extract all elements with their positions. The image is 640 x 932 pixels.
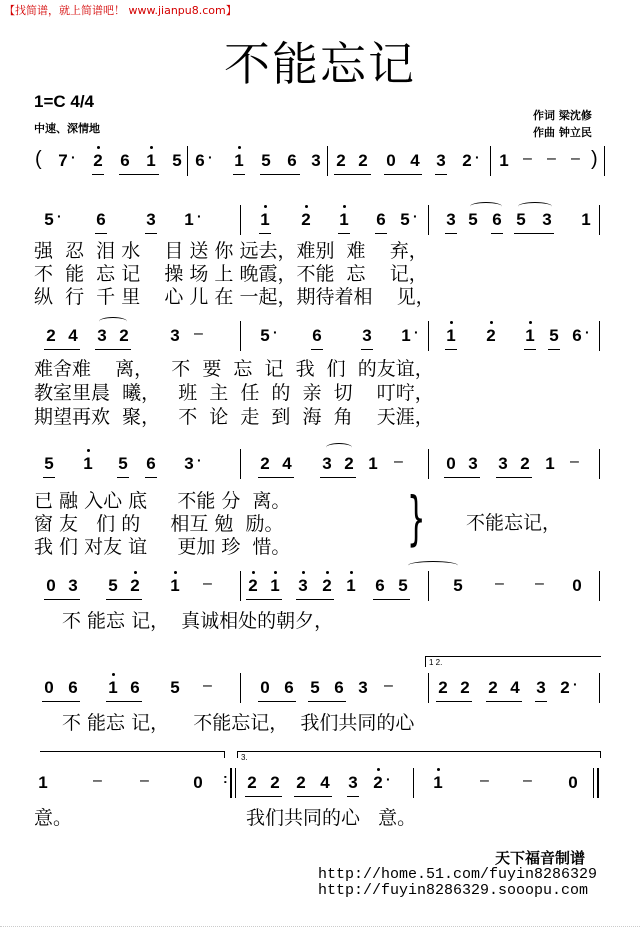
lyrics-verse-3: 纵 行 千 里 心 儿 在 一起，期待着相 见， xyxy=(34,286,435,308)
lyrics-verse-3: 我 们 对友 谊 更加 珍 惜。 xyxy=(34,536,291,558)
note: 3 xyxy=(542,210,552,229)
barline xyxy=(428,449,429,479)
note: 2 xyxy=(91,150,105,172)
note: 3 xyxy=(296,575,310,597)
note: 2 xyxy=(462,151,472,170)
barline xyxy=(240,449,241,479)
note: 2 xyxy=(460,678,470,697)
note: 0 xyxy=(193,773,203,792)
note: 1 xyxy=(499,151,509,170)
aug-dot: · xyxy=(71,149,76,165)
beam-underline xyxy=(106,599,142,600)
barline xyxy=(240,205,241,235)
note: 1 xyxy=(444,325,458,347)
final-barline xyxy=(593,768,594,798)
barline xyxy=(599,673,600,703)
note: 2 xyxy=(246,575,260,597)
note: 5 xyxy=(516,210,526,229)
note: 1 xyxy=(337,209,351,231)
barline xyxy=(604,146,605,176)
note: 6 xyxy=(94,209,108,231)
barline xyxy=(428,321,429,351)
note: 5 xyxy=(261,151,271,170)
barline xyxy=(428,571,429,601)
beam-underline xyxy=(260,174,300,175)
beam-underline xyxy=(44,349,80,350)
note: 6 xyxy=(195,151,205,170)
note: 1 xyxy=(344,575,358,597)
barline xyxy=(240,321,241,351)
note: 3 xyxy=(498,454,508,473)
note: 5 xyxy=(170,678,180,697)
beam-underline xyxy=(106,701,142,702)
note: 3 xyxy=(444,209,458,231)
volta-label: 3. xyxy=(241,753,248,762)
dash: – xyxy=(203,677,212,694)
barline xyxy=(428,205,429,235)
dash: – xyxy=(571,150,580,167)
note: 0 xyxy=(568,773,578,792)
note: 6 xyxy=(68,678,78,697)
score-line-7 xyxy=(0,772,640,802)
slur xyxy=(326,443,352,452)
repeat-barline xyxy=(230,768,232,798)
note: 2 xyxy=(46,326,56,345)
beam-underline xyxy=(514,233,554,234)
lyrics-line-7a: 意。 xyxy=(34,807,73,829)
note: 3 xyxy=(184,454,194,473)
note: 3 xyxy=(358,678,368,697)
volta-bracket-1-2 xyxy=(425,656,601,667)
note: 6 xyxy=(287,151,297,170)
tie xyxy=(408,561,458,570)
beam-underline xyxy=(384,174,422,175)
barline xyxy=(599,321,600,351)
dash: – xyxy=(547,150,556,167)
barline xyxy=(428,673,429,703)
barline xyxy=(240,673,241,703)
volta-bracket-3 xyxy=(237,751,601,762)
aug-dot: · xyxy=(413,208,418,224)
note: 1 xyxy=(81,453,95,475)
aug-dot: · xyxy=(273,324,278,340)
beam-underline xyxy=(436,701,472,702)
aug-dot: · xyxy=(386,771,391,787)
note: 2 xyxy=(320,575,334,597)
note: 1 xyxy=(106,677,120,699)
note: 2 xyxy=(119,326,129,345)
lyrics-line-6: 不 能忘 记， 不能忘记， 我们共同的心 xyxy=(62,712,415,734)
lyrics-verse-1: 已 融 入心 底 不能 分 离。 xyxy=(34,490,291,512)
note: 0 xyxy=(46,576,56,595)
beam-underline xyxy=(486,701,522,702)
note: 3 xyxy=(144,209,158,231)
dash: – xyxy=(194,325,203,342)
note: 3 xyxy=(346,772,360,794)
note: 4 xyxy=(282,454,292,473)
note: 6 xyxy=(310,325,324,347)
dash: – xyxy=(570,453,579,470)
note: 2 xyxy=(438,678,448,697)
tempo-marking: 中速、深情地 xyxy=(34,122,100,135)
score-line-3 xyxy=(0,325,640,355)
barline xyxy=(599,205,600,235)
note: 2 xyxy=(260,454,270,473)
note: 2 xyxy=(488,678,498,697)
lyrics-verse-3: 期望再欢 聚， 不 论 走 到 海 角 天涯， xyxy=(34,406,434,428)
slur xyxy=(99,317,127,326)
repeat-sign: : xyxy=(223,770,228,786)
score-line-5 xyxy=(0,575,640,605)
score-line-4 xyxy=(0,453,640,483)
note: 5 xyxy=(172,151,182,170)
refrain-lyric: 不能忘记， xyxy=(466,512,562,534)
repeat-barline xyxy=(235,768,236,798)
note: 6 xyxy=(284,678,294,697)
lyricist-credit: 作词 梁沈修 xyxy=(533,109,592,122)
note: 3 xyxy=(360,325,374,347)
note: 2 xyxy=(560,678,570,697)
note: 5 xyxy=(108,576,118,595)
beam-underline xyxy=(496,477,532,478)
note: 2 xyxy=(299,209,313,231)
verse-brace: } xyxy=(407,484,426,552)
dash: – xyxy=(495,575,504,592)
barline xyxy=(599,449,600,479)
note: 6 xyxy=(490,209,504,231)
note: 2 xyxy=(247,773,257,792)
lyrics-verse-1: 难舍难 离， 不 要 忘 记 我 们 的友谊， xyxy=(34,358,434,380)
note: 6 xyxy=(374,209,388,231)
note: 3 xyxy=(97,326,107,345)
beam-underline xyxy=(245,796,282,797)
lyrics-line-5: 不 能忘 记， 真诚相处的朝夕， xyxy=(62,610,334,632)
note: 3 xyxy=(68,576,78,595)
aug-dot: · xyxy=(585,324,590,340)
lyrics-verse-1: 强 忍 泪 水 目 送 你 远去，难别 难 弃， xyxy=(34,240,428,262)
note: 2 xyxy=(484,325,498,347)
aug-dot: · xyxy=(573,676,578,692)
footer-url-1[interactable]: http://home.51.com/fuyin8286329 xyxy=(318,866,598,883)
beam-underline xyxy=(320,477,356,478)
lyrics-line-7b: 我们共同的心 意。 xyxy=(246,807,417,829)
note: 1 xyxy=(144,150,158,172)
dash: – xyxy=(384,677,393,694)
note: 5 xyxy=(260,326,270,345)
note: 3 xyxy=(434,150,448,172)
beam-underline xyxy=(258,701,296,702)
beam-underline xyxy=(444,477,480,478)
note: 6 xyxy=(120,151,130,170)
dash: – xyxy=(140,772,149,789)
aug-dot: · xyxy=(57,208,62,224)
note: 0 xyxy=(44,678,54,697)
beam-underline xyxy=(119,174,159,175)
note: 5 xyxy=(468,210,478,229)
note: 6 xyxy=(130,678,140,697)
beam-underline xyxy=(258,477,294,478)
beam-underline xyxy=(373,599,410,600)
slur xyxy=(518,202,552,211)
aug-dot: · xyxy=(197,208,202,224)
score-line-1 xyxy=(0,150,640,180)
lyrics-verse-2: 不 能 忘 记 操 场 上 晚霞，不能 忘 记， xyxy=(34,263,428,285)
beam-underline xyxy=(95,349,131,350)
beam-underline xyxy=(294,796,332,797)
note: 2 xyxy=(358,151,368,170)
note: 3 xyxy=(468,454,478,473)
open-paren: ( xyxy=(35,148,42,170)
dash: – xyxy=(535,575,544,592)
beam-underline xyxy=(308,701,346,702)
maker-credit: 天下福音制谱 xyxy=(495,849,586,867)
barline xyxy=(599,571,600,601)
aug-dot: · xyxy=(414,324,419,340)
note: 1 xyxy=(184,210,194,229)
barline xyxy=(240,571,241,601)
note: 5 xyxy=(547,325,561,347)
key-signature: 1=C 4/4 xyxy=(34,92,95,111)
note: 1 xyxy=(168,575,182,597)
note: 1 xyxy=(38,773,48,792)
volta-label: 1 2. xyxy=(429,658,443,667)
note: 6 xyxy=(375,576,385,595)
note: 3 xyxy=(534,677,548,699)
watermark-banner[interactable]: 【找简谱，就上简谱吧！ www.jianpu8.com】 xyxy=(4,4,237,17)
note: 1 xyxy=(368,454,378,473)
note: 5 xyxy=(310,678,320,697)
final-barline xyxy=(597,768,599,798)
score-line-6 xyxy=(0,677,640,707)
dash: – xyxy=(394,453,403,470)
note: 5 xyxy=(116,453,130,475)
note: 1 xyxy=(401,326,411,345)
note: 5 xyxy=(453,576,463,595)
note: 5 xyxy=(400,210,410,229)
aug-dot: · xyxy=(208,149,213,165)
note: 0 xyxy=(446,454,456,473)
page-bottom-divider xyxy=(0,926,640,927)
note: 1 xyxy=(523,325,537,347)
note: 0 xyxy=(572,576,582,595)
note: 3 xyxy=(170,326,180,345)
note: 2 xyxy=(520,454,530,473)
song-title: 不能忘记 xyxy=(224,37,416,91)
barline xyxy=(490,146,491,176)
beam-underline xyxy=(334,174,371,175)
beam-underline xyxy=(246,599,282,600)
lyrics-verse-2: 教室里晨 曦， 班 主 任 的 亲 切 叮咛， xyxy=(34,382,434,404)
note: 3 xyxy=(322,454,332,473)
note: 4 xyxy=(510,678,520,697)
note: 6 xyxy=(572,326,582,345)
close-paren: ) xyxy=(591,148,598,170)
barline xyxy=(327,146,328,176)
note: 4 xyxy=(410,151,420,170)
slur xyxy=(470,202,502,211)
note: 1 xyxy=(232,150,246,172)
note: 6 xyxy=(334,678,344,697)
score-line-2 xyxy=(0,209,640,239)
aug-dot: · xyxy=(197,452,202,468)
beam-underline xyxy=(42,701,80,702)
dash: – xyxy=(523,772,532,789)
beam-underline xyxy=(296,599,334,600)
note: 2 xyxy=(128,575,142,597)
composer-credit: 作曲 钟立民 xyxy=(533,126,592,139)
note: 4 xyxy=(320,773,330,792)
note: 1 xyxy=(581,210,591,229)
dash: – xyxy=(480,772,489,789)
note: 5 xyxy=(44,210,54,229)
note: 2 xyxy=(336,151,346,170)
note: 4 xyxy=(68,326,78,345)
volta-bracket-end xyxy=(40,751,225,758)
note: 0 xyxy=(386,151,396,170)
note: 1 xyxy=(431,772,445,794)
note: 5 xyxy=(42,453,56,475)
barline xyxy=(187,146,188,176)
note: 2 xyxy=(371,772,385,794)
note: 2 xyxy=(270,773,280,792)
lyrics-verse-2: 窗 友 们 的 相互 勉 励。 xyxy=(34,513,284,535)
dash: – xyxy=(93,772,102,789)
dash: – xyxy=(203,575,212,592)
beam-underline xyxy=(44,599,80,600)
note: 7 xyxy=(58,151,68,170)
note: 6 xyxy=(144,453,158,475)
footer-url-2[interactable]: http://fuyin8286329.sooopu.com xyxy=(318,882,589,899)
note: 1 xyxy=(258,209,272,231)
note: 2 xyxy=(296,773,306,792)
note: 2 xyxy=(344,454,354,473)
note: 1 xyxy=(545,454,555,473)
dash: – xyxy=(523,150,532,167)
note: 0 xyxy=(260,678,270,697)
barline xyxy=(413,768,414,798)
note: 3 xyxy=(311,151,321,170)
note: 5 xyxy=(398,576,408,595)
note: 1 xyxy=(268,575,282,597)
aug-dot: · xyxy=(475,149,480,165)
